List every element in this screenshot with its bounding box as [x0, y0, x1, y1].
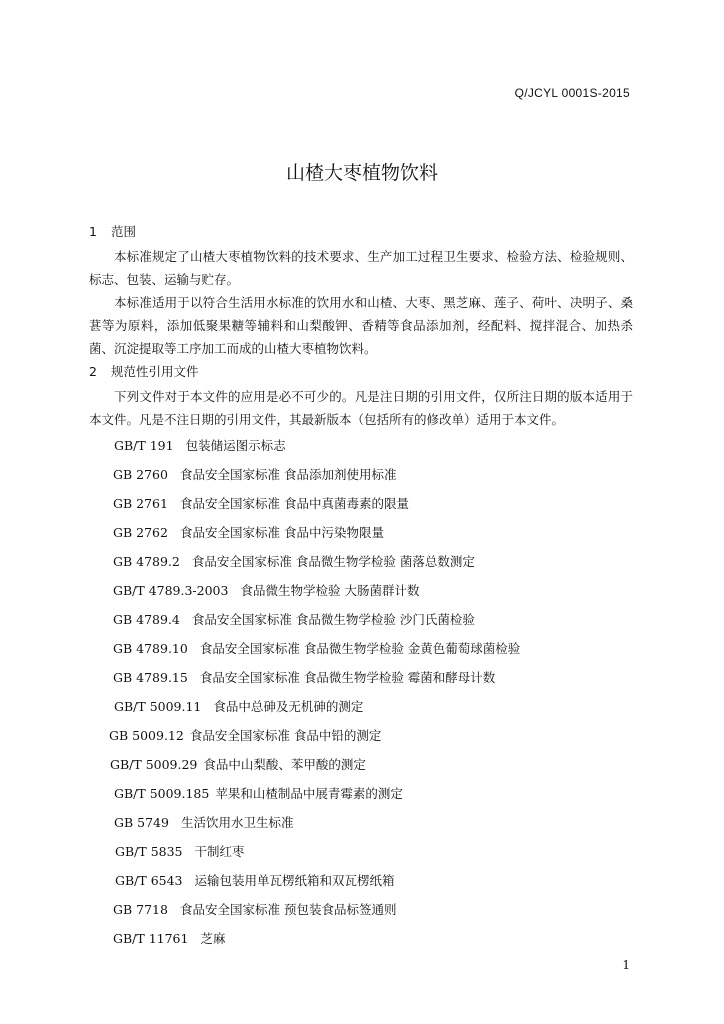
section-2-number: 2: [89, 364, 97, 379]
reference-code: GB/T 11761: [113, 931, 189, 946]
reference-code: GB 5749: [114, 815, 169, 830]
reference-title: 食品安全国家标准 食品微生物学检验 沙门氏菌检验: [191, 612, 475, 627]
reference-item: [113, 929, 225, 947]
reference-title: 食品安全国家标准 食品微生物学检验 菌落总数测定: [191, 554, 475, 569]
reference-item: [113, 900, 396, 918]
reference-item: [113, 581, 419, 599]
section-2-heading: [89, 362, 199, 380]
reference-title: 运输包装用单瓦楞纸箱和双瓦楞纸箱: [194, 873, 395, 888]
reference-code: GB 4789.4: [113, 612, 180, 627]
section-1-number: 1: [89, 224, 97, 239]
reference-item: [113, 523, 384, 541]
reference-code: GB 2760: [113, 467, 168, 482]
reference-item: [113, 610, 475, 628]
section-1-paragraph-2: 本标准适用于以符合生活用水标准的饮用水和山楂、大枣、黑芝麻、莲子、荷叶、决明子、桑葚等为原料，添加低聚果糖等辅料和山梨酸钾、香精等食品添加剂，经配料、搅拌混合、加热杀菌、沉淀提取等工序加工而成的山楂大枣植物饮料。: [89, 295, 633, 356]
reference-title: 食品安全国家标准 预包装食品标签通则: [179, 902, 397, 917]
reference-item: [113, 494, 409, 512]
reference-item: [113, 552, 475, 570]
section-2-intro: 下列文件对于本文件的应用是必不可少的。凡是注日期的引用文件，仅所注日期的版本适用于本文件。凡是不注日期的引用文件，其最新版本（包括所有的修改单）适用于本文件。: [89, 389, 633, 427]
reference-item: [110, 755, 366, 773]
reference-title: 食品安全国家标准 食品中铅的测定: [189, 728, 382, 743]
reference-item: [113, 668, 495, 686]
standard-code: Q/JCYL 0001S-2015: [514, 86, 630, 100]
reference-item: [109, 726, 381, 744]
section-2-title: 规范性引用文件: [110, 364, 199, 379]
reference-code: GB/T 6543: [115, 873, 183, 888]
reference-title: 食品中山梨酸、苯甲酸的测定: [203, 757, 366, 772]
reference-item: [114, 784, 403, 802]
reference-title: 食品微生物学检验 大肠菌群计数: [240, 583, 420, 598]
reference-item: [115, 842, 245, 860]
reference-title: 干制红枣: [194, 844, 245, 859]
reference-code: GB/T 5009.185: [114, 786, 210, 801]
reference-title: 食品安全国家标准 食品中污染物限量: [179, 525, 384, 540]
reference-code: GB 4789.2: [113, 554, 180, 569]
reference-code: GB 2761: [113, 496, 168, 511]
document-title: 山楂大枣植物饮料: [285, 162, 438, 184]
reference-item: [115, 871, 395, 889]
reference-code: GB 5009.12: [109, 728, 184, 743]
reference-code: GB 4789.10: [113, 641, 188, 656]
reference-title: 食品安全国家标准 食品微生物学检验 金黄色葡萄球菌检验: [199, 641, 521, 656]
reference-title: 食品安全国家标准 食品添加剂使用标准: [179, 467, 397, 482]
reference-title: 食品安全国家标准 食品中真菌毒素的限量: [179, 496, 409, 511]
page-number: 1: [622, 958, 630, 972]
reference-code: GB 2762: [113, 525, 168, 540]
reference-title: 食品安全国家标准 食品微生物学检验 霉菌和酵母计数: [199, 670, 496, 685]
reference-item: [114, 813, 293, 831]
reference-code: GB 4789.15: [113, 670, 188, 685]
reference-title: 包装储运图示标志: [185, 438, 286, 453]
reference-code: GB/T 4789.3-2003: [113, 583, 229, 598]
reference-title: 苹果和山楂制品中展青霉素的测定: [215, 786, 403, 801]
reference-title: 生活饮用水卫生标准: [180, 815, 294, 830]
reference-title: 芝麻: [200, 931, 226, 946]
reference-code: GB/T 191: [114, 438, 174, 453]
reference-code: GB/T 5835: [115, 844, 183, 859]
section-1-heading: [89, 222, 136, 240]
section-1-title: 范围: [110, 224, 136, 239]
reference-title: 食品中总砷及无机砷的测定: [213, 699, 364, 714]
reference-code: GB/T 5009.11: [114, 699, 202, 714]
reference-item: [113, 465, 396, 483]
reference-code: GB/T 5009.29: [110, 757, 198, 772]
reference-item: [114, 436, 286, 454]
reference-item: [113, 639, 520, 657]
section-1-paragraph-1: 本标准规定了山楂大枣植物饮料的技术要求、生产加工过程卫生要求、检验方法、检验规则、标志、包装、运输与贮存。: [89, 249, 633, 287]
reference-item: [114, 697, 363, 715]
reference-code: GB 7718: [113, 902, 168, 917]
